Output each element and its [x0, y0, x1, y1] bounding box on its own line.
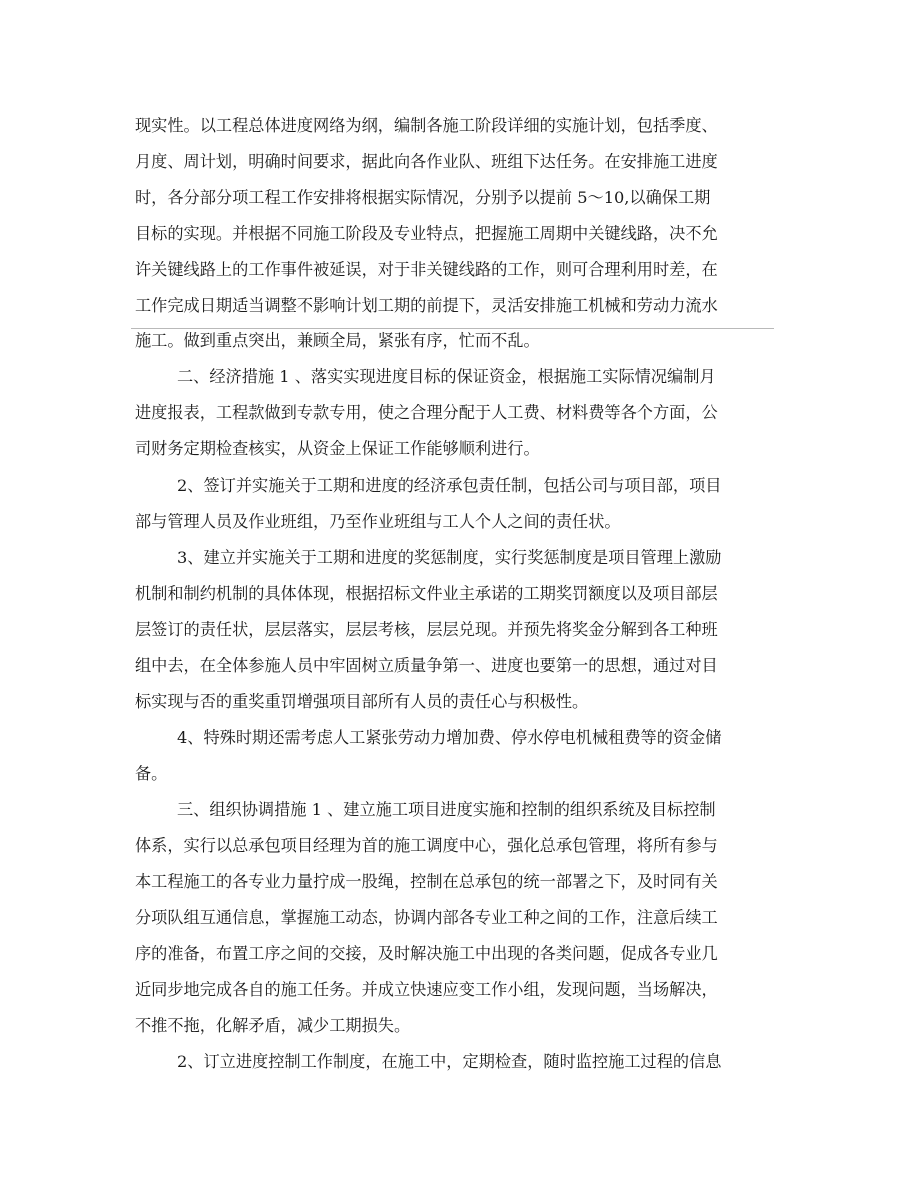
text-line: 近同步地完成各自的施工任务。并成立快速应变工作小组，发现问题，当场解决， — [135, 980, 718, 999]
paragraph-heading-organization: 三、组织协调措施 1 、建立施工项目进度实施和控制的组织系统及目标控制 — [177, 800, 716, 819]
text-line: 备。 — [135, 764, 168, 783]
paragraph-heading-economic: 二、经济措施 1 、落实实现进度目标的保证资金，根据施工实际情况编制月 — [177, 367, 716, 386]
text-line: 时，各分部分项工程工作安排将根据实际情况，分别予以提前 5～10,以确保工期 — [135, 188, 711, 207]
text-line: 体系，实行以总承包项目经理为首的施工调度中心，强化总承包管理，将所有参与 — [135, 836, 718, 855]
text-line: 标实现与否的重奖重罚增强项目部所有人员的责任心与积极性。 — [135, 692, 589, 711]
text-line: 现实性。以工程总体进度网络为纲，编制各施工阶段详细的实施计划，包括季度、 — [135, 116, 718, 135]
text-line: 月度、周计划，明确时间要求，据此向各作业队、班组下达任务。在安排施工进度 — [135, 152, 718, 171]
list-item-2: 2、签订并实施关于工期和进度的经济承包责任制，包括公司与项目部，项目 — [177, 476, 722, 495]
text-line: 不推不拖，化解矛盾，减少工期损失。 — [135, 1016, 411, 1035]
text-line: 进度报表，工程款做到专款专用，使之合理分配于人工费、材料费等各个方面，公 — [135, 403, 718, 422]
text-line: 许关键线路上的工作事件被延误，对于非关键线路的工作，则可合理利用时差，在 — [135, 260, 718, 279]
text-line: 工作完成日期适当调整不影响计划工期的前提下，灵活安排施工机械和劳动力流水 — [135, 296, 718, 315]
text-line: 组中去，在全体参施人员中牢固树立质量争第一、进度也要第一的思想，通过对目 — [135, 656, 718, 675]
text-line: 司财务定期检查核实，从资金上保证工作能够顺利进行。 — [135, 439, 540, 458]
text-line: 机制和制约机制的具体体现，根据招标文件业主承诺的工期奖罚额度以及项目部层 — [135, 584, 718, 603]
list-item-3: 3、建立并实施关于工期和进度的奖惩制度，实行奖惩制度是项目管理上激励 — [177, 548, 722, 567]
text-line: 本工程施工的各专业力量拧成一股绳，控制在总承包的统一部署之下，及时同有关 — [135, 872, 718, 891]
list-item-4: 4、特殊时期还需考虑人工紧张劳动力增加费、停水停电机械租费等的资金储 — [177, 728, 722, 747]
text-line: 施工。做到重点突出，兼顾全局，紧张有序，忙而不乱。 — [135, 331, 540, 350]
text-line: 分项队组互通信息，掌握施工动态，协调内部各专业工种之间的工作，注意后续工 — [135, 908, 718, 927]
text-line: 序的准备，布置工序之间的交接，及时解决施工中出现的各类问题，促成各专业几 — [135, 944, 718, 963]
text-line: 目标的实现。并根据不同施工阶段及专业特点，把握施工周期中关键线路，决不允 — [135, 224, 718, 243]
list-item-2-organization: 2、订立进度控制工作制度，在施工中，定期检查，随时监控施工过程的信息 — [177, 1052, 722, 1071]
text-line: 层签订的责任状，层层落实，层层考核，层层兑现。并预先将奖金分解到各工种班 — [135, 620, 718, 639]
text-line: 部与管理人员及作业班组，乃至作业班组与工人个人之间的责任状。 — [135, 512, 621, 531]
